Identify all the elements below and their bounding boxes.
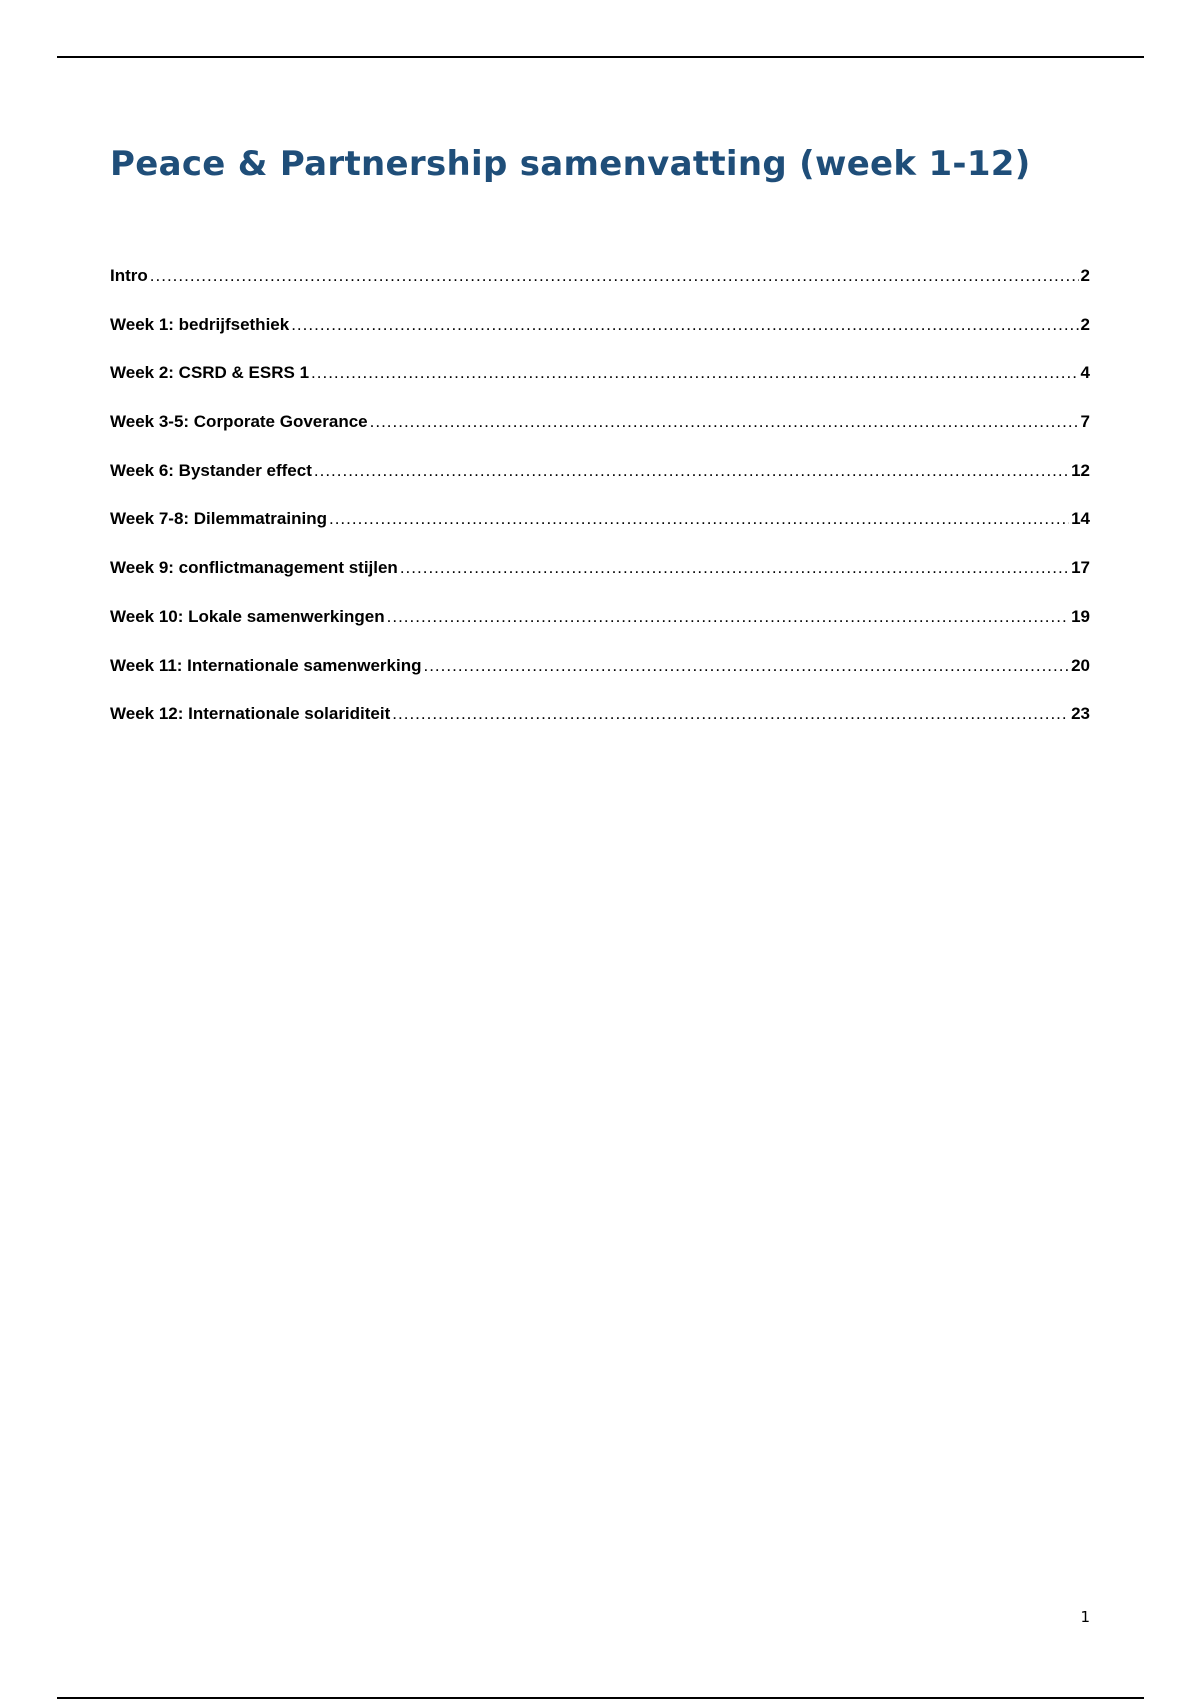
toc-entry-week-11[interactable]	[110, 656, 1090, 705]
document-title: Peace & Partnership samenvatting (week 1-12)	[110, 144, 1031, 184]
toc-dot-leader	[370, 412, 1079, 432]
toc-entry-label: Week 10: Lokale samenwerkingen	[110, 606, 385, 626]
toc-entry-page: 20	[1071, 655, 1090, 675]
toc-dot-leader	[314, 461, 1069, 481]
toc-entry-week-3-5[interactable]	[110, 412, 1090, 461]
toc-entry-label: Intro	[110, 266, 148, 285]
toc-dot-leader	[400, 558, 1069, 578]
toc-entry-week-2[interactable]	[110, 363, 1090, 412]
page-number: 1	[1080, 1608, 1090, 1626]
toc-dot-leader	[311, 363, 1079, 383]
toc-entry-label: Week 3-5: Corporate Goverance	[110, 412, 368, 432]
toc-dot-leader	[329, 509, 1069, 529]
toc-entry-label: Week 1: bedrijfsethiek	[110, 314, 290, 334]
toc-dot-leader	[392, 704, 1069, 724]
toc-entry-week-6[interactable]	[110, 461, 1090, 510]
toc-entry-page: 14	[1071, 509, 1090, 529]
toc-entry-label: Week 9: conflictmanagement stijlen	[110, 558, 398, 578]
toc-entry-page: 17	[1071, 558, 1090, 578]
toc-entry-week-12[interactable]	[110, 704, 1090, 753]
toc-entry-page: 19	[1071, 606, 1090, 626]
toc-entry-week-9[interactable]	[110, 558, 1090, 607]
footer-rule	[57, 1697, 1144, 1699]
toc-entry-page: 2	[1080, 266, 1090, 285]
toc-entry-label: Week 7-8: Dilemmatraining	[110, 509, 327, 529]
toc-dot-leader	[150, 266, 1079, 286]
toc-entry-page: 7	[1080, 412, 1090, 432]
toc-entry-label: Week 6: Bystander effect	[110, 460, 312, 480]
toc-entry-label: Week 12: Internationale solariditeit	[110, 704, 391, 724]
toc-entry-week-1[interactable]	[110, 315, 1090, 364]
toc-entry-week-10[interactable]	[110, 607, 1090, 656]
toc-entry-label: Week 2: CSRD & ESRS 1	[110, 363, 310, 383]
toc-entry-page: 2	[1080, 314, 1090, 334]
toc-entry-page: 4	[1080, 363, 1090, 383]
toc-entry-intro[interactable]	[110, 266, 1090, 315]
toc-entry-page: 23	[1071, 704, 1090, 724]
toc-dot-leader	[423, 656, 1069, 676]
toc-entry-week-7-8[interactable]	[110, 509, 1090, 558]
toc-entry-label: Week 11: Internationale samenwerking	[110, 655, 422, 675]
toc-dot-leader	[387, 607, 1069, 627]
toc-dot-leader	[291, 315, 1078, 335]
toc-entry-page: 12	[1071, 460, 1090, 480]
header-rule	[57, 56, 1144, 58]
table-of-contents	[110, 266, 1090, 753]
